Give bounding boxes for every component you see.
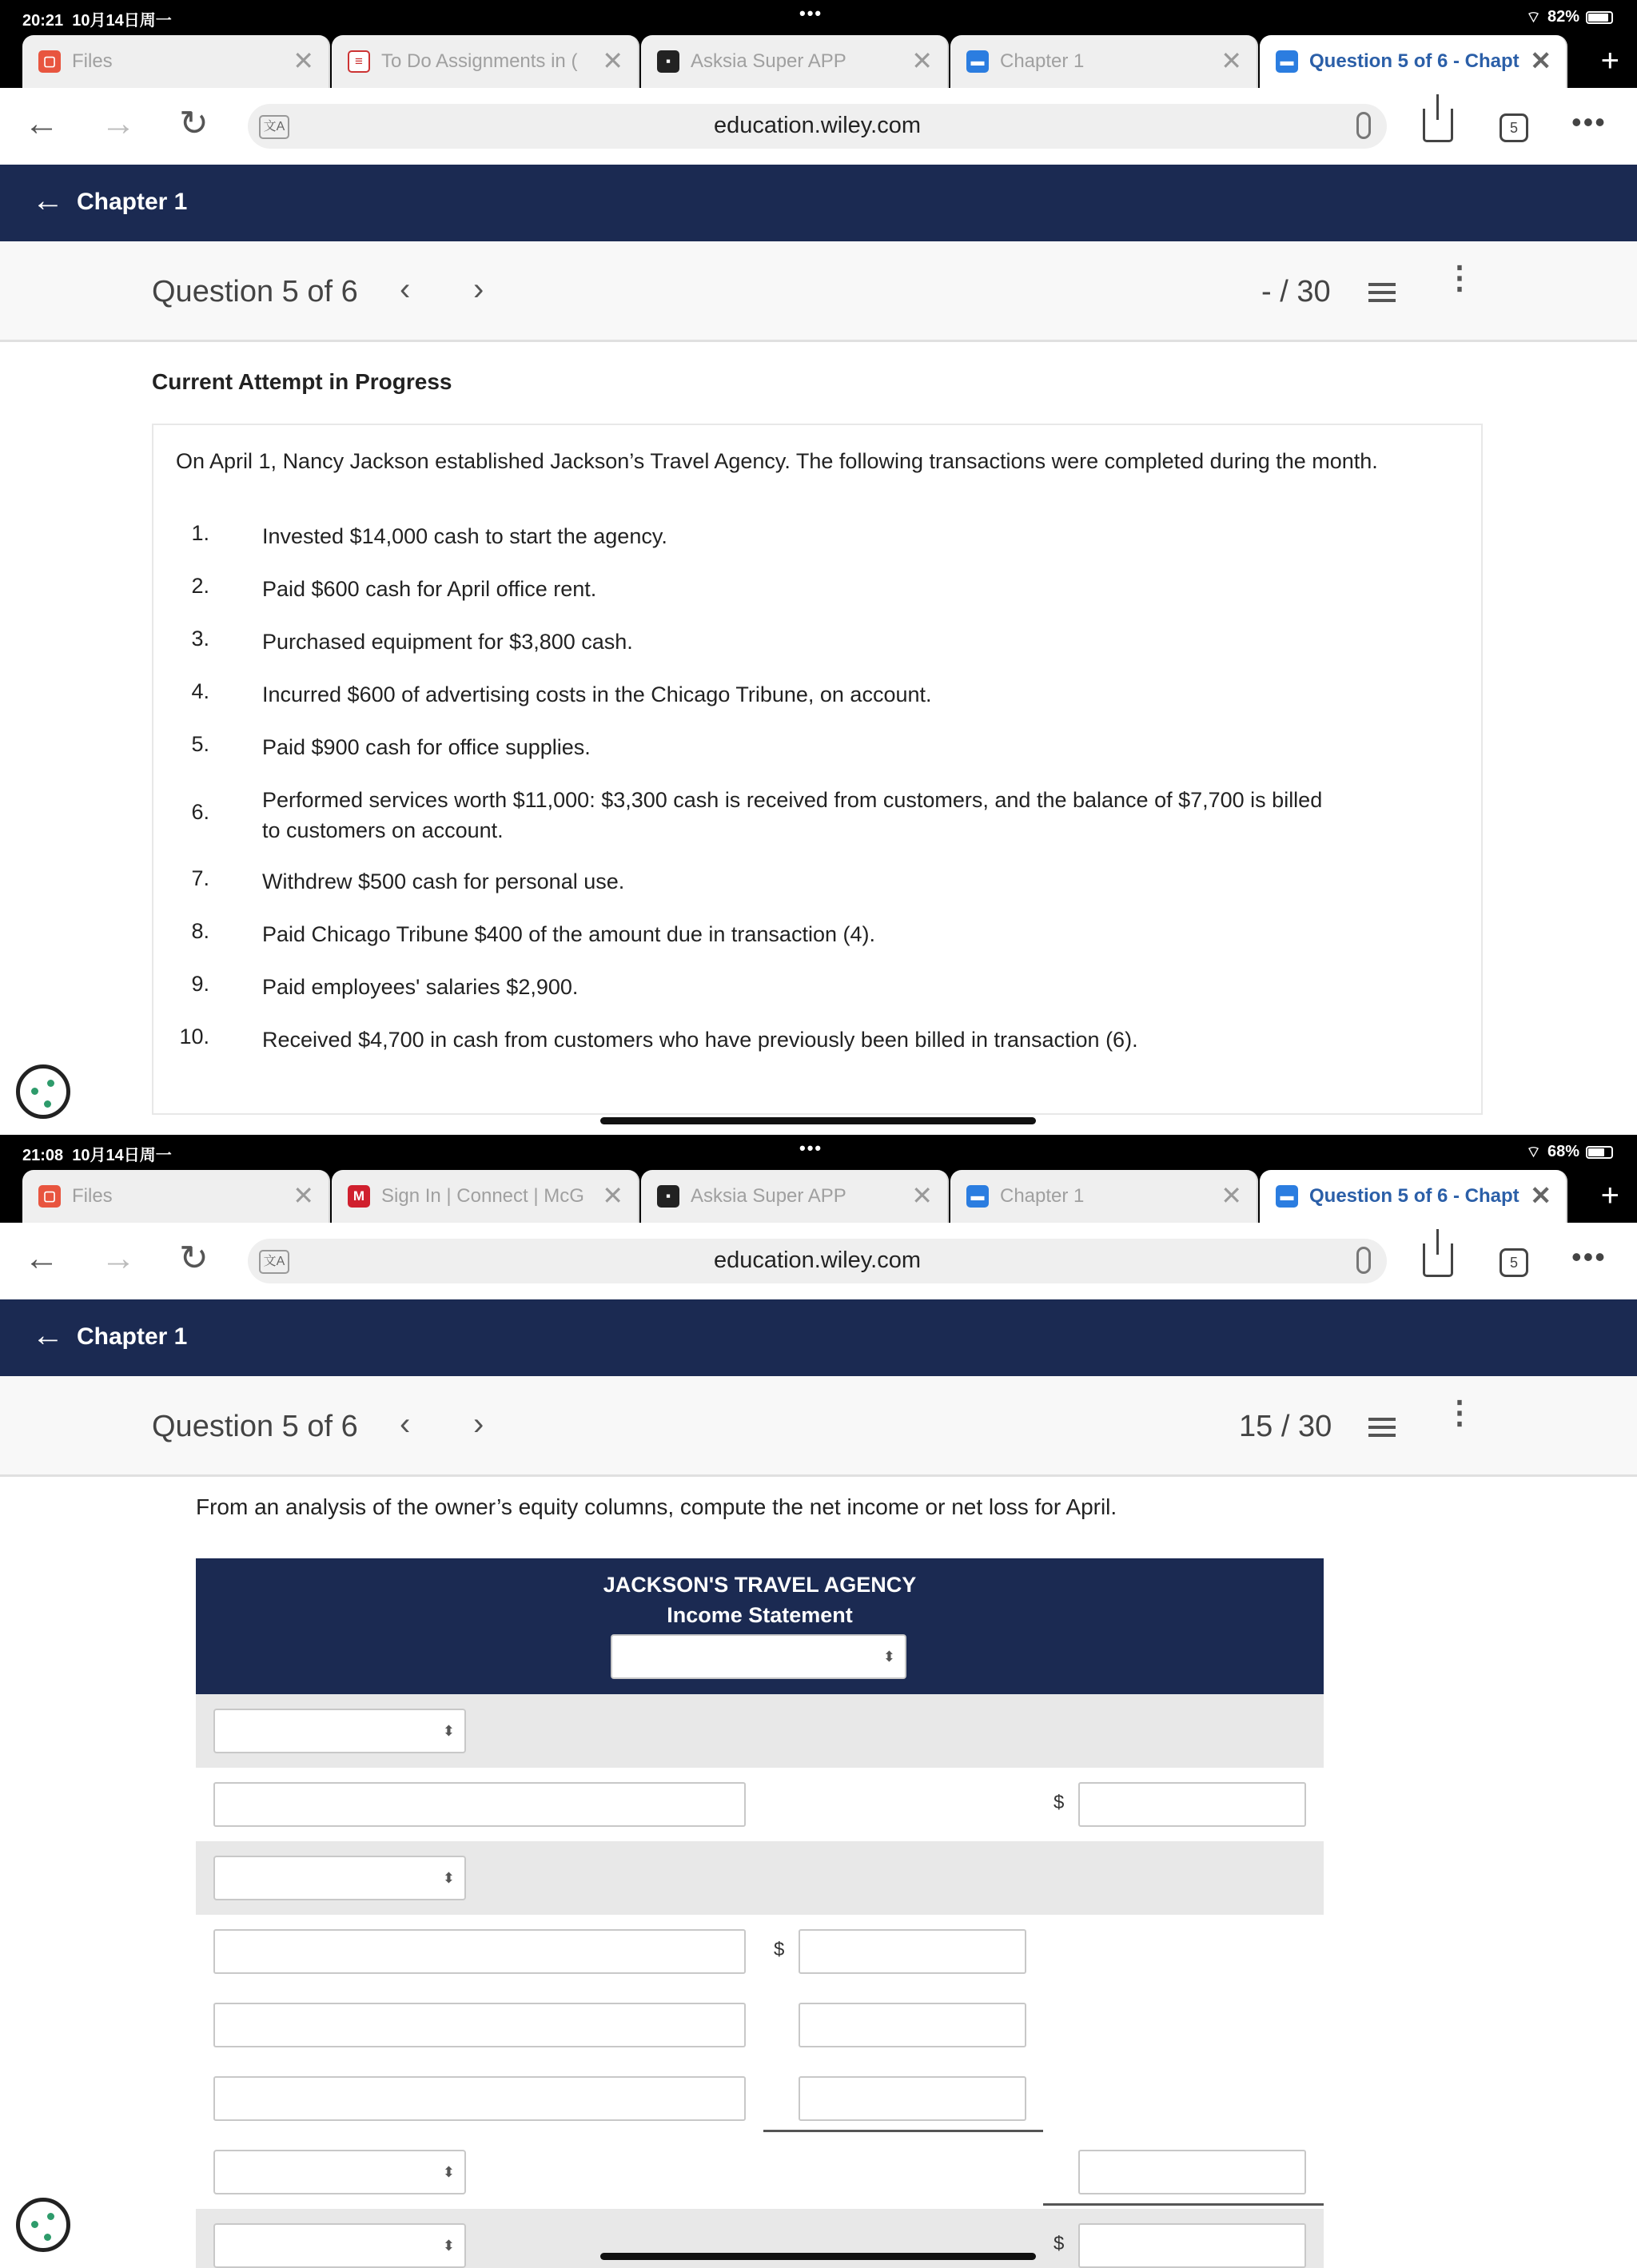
battery-percent: 82% — [1547, 8, 1579, 26]
tab-label: Asksia Super APP — [691, 50, 846, 72]
browser-tab-strip — [0, 1170, 1637, 1223]
statement-title: Income Statement — [667, 1603, 853, 1627]
expense-amount-input-1[interactable] — [799, 1929, 1026, 1974]
battery-level — [1588, 14, 1608, 22]
battery-icon — [1586, 11, 1613, 24]
select-caret-icon: ⬍ — [882, 1649, 895, 1665]
tab-label: Question 5 of 6 - Chapt — [1309, 1185, 1520, 1207]
tab-todo-assignments[interactable] — [332, 35, 639, 88]
tab-label: Chapter 1 — [1000, 1185, 1085, 1207]
wiley-icon: ▬ — [966, 1185, 989, 1208]
asksia-icon: ▪ — [657, 1185, 679, 1208]
screenshot-2 — [0, 1135, 1637, 2268]
back-arrow-icon[interactable]: ← — [24, 104, 59, 143]
tab-label: Files — [72, 1185, 113, 1207]
url-host: education.wiley.com — [714, 1247, 921, 1273]
expense-amount-input-3[interactable] — [799, 2076, 1026, 2121]
tab-asksia[interactable] — [641, 1170, 949, 1223]
previous-question-chevron-icon[interactable]: ‹ — [400, 272, 411, 307]
wiley-icon: ▬ — [966, 50, 989, 73]
forward-arrow-icon[interactable]: → — [101, 1239, 136, 1278]
back-to-chapter-link[interactable]: Chapter 1 — [77, 189, 188, 215]
period-select[interactable] — [611, 1634, 906, 1679]
tab-label: Question 5 of 6 - Chapt — [1309, 50, 1520, 72]
question-title: Question 5 of 6 — [152, 275, 358, 308]
close-tab-icon[interactable]: ✕ — [1221, 1181, 1242, 1210]
close-tab-icon[interactable]: ✕ — [1221, 46, 1242, 75]
address-bar[interactable] — [248, 1239, 1387, 1283]
asksia-icon: ▪ — [657, 50, 679, 73]
question-score: - / 30 — [1261, 275, 1331, 308]
back-to-chapter-arrow-icon[interactable]: ← — [32, 1318, 64, 1353]
vertical-more-icon[interactable]: ⋮ — [1444, 1395, 1476, 1430]
browser-toolbar — [0, 1223, 1637, 1299]
wiley-icon: ▬ — [1276, 1185, 1298, 1208]
battery-percent: 68% — [1547, 1143, 1579, 1160]
close-tab-icon[interactable]: ✕ — [911, 1181, 933, 1210]
select-caret-icon: ⬍ — [442, 2164, 455, 2180]
question-prompt: From an analysis of the owner’s equity columns, compute the net income or net loss for April. — [196, 1494, 1117, 1519]
status-date: 10月14日周一 — [72, 1147, 172, 1164]
files-icon: ▢ — [38, 50, 61, 73]
select-caret-icon: ⬍ — [442, 1870, 455, 1886]
share-icon[interactable] — [1423, 1243, 1453, 1277]
browser-toolbar — [0, 88, 1637, 165]
currency-symbol: $ — [1053, 2233, 1065, 2254]
select-caret-icon: ⬍ — [442, 1723, 455, 1739]
home-indicator — [600, 1117, 1036, 1124]
tab-chapter-1[interactable] — [950, 35, 1258, 88]
status-time: 20:21 — [22, 12, 64, 30]
files-icon: ▢ — [38, 1185, 61, 1208]
multitask-dots-icon[interactable]: ••• — [799, 1138, 823, 1158]
previous-question-chevron-icon[interactable]: ‹ — [400, 1407, 411, 1442]
home-indicator — [600, 2253, 1036, 2260]
status-bar — [0, 1135, 1637, 1170]
back-arrow-icon[interactable]: ← — [24, 1239, 59, 1278]
browser-tab-strip — [0, 35, 1637, 88]
select-caret-icon: ⬍ — [442, 2238, 455, 2254]
question-list-icon[interactable] — [1368, 283, 1396, 302]
close-tab-icon[interactable]: ✕ — [602, 46, 623, 75]
multitask-dots-icon[interactable]: ••• — [799, 3, 823, 23]
tab-question-5-active[interactable] — [1260, 35, 1567, 88]
tab-count-button[interactable]: 5 — [1500, 1248, 1528, 1277]
expenses-row — [196, 1841, 1324, 1915]
tab-label: Chapter 1 — [1000, 50, 1085, 72]
vertical-more-icon[interactable]: ⋮ — [1444, 261, 1476, 296]
net-income-input[interactable] — [1078, 2223, 1306, 2268]
wifi-icon: ⌔ — [1526, 1144, 1541, 1161]
question-title: Question 5 of 6 — [152, 1410, 358, 1443]
reload-icon[interactable]: ↻ — [179, 104, 209, 143]
expense-account-input-2[interactable] — [213, 2003, 746, 2047]
microphone-icon[interactable] — [1356, 1247, 1371, 1274]
translate-icon[interactable]: 文A — [259, 1250, 289, 1274]
tab-label: Files — [72, 50, 113, 72]
tab-label: To Do Assignments in ( — [381, 50, 578, 72]
attempt-status: Current Attempt in Progress — [152, 369, 452, 394]
battery-level — [1588, 1148, 1604, 1156]
cookie-settings-icon[interactable] — [16, 1064, 70, 1119]
tab-chapter-1[interactable] — [950, 1170, 1258, 1223]
microphone-icon[interactable] — [1356, 112, 1371, 139]
statement-header — [196, 1558, 1324, 1694]
wifi-icon: ⌔ — [1526, 9, 1541, 26]
close-tab-icon[interactable]: ✕ — [1530, 1181, 1551, 1210]
next-question-chevron-icon[interactable]: › — [473, 272, 484, 307]
more-menu-icon[interactable]: ••• — [1571, 105, 1607, 138]
total-rule — [1043, 2203, 1324, 2206]
expense-account-input-1[interactable] — [213, 1929, 746, 1974]
tab-count-button[interactable]: 5 — [1500, 113, 1528, 142]
expense-account-input-3[interactable] — [213, 2076, 746, 2121]
address-bar[interactable] — [248, 104, 1387, 149]
todo-icon: ≡ — [348, 50, 370, 73]
wiley-icon: ▬ — [1276, 50, 1298, 73]
question-header — [0, 1376, 1637, 1477]
close-tab-icon[interactable]: ✕ — [293, 1181, 314, 1210]
subtotal-rule — [763, 2130, 1043, 2132]
total-expenses-input[interactable] — [1078, 2150, 1306, 2194]
more-menu-icon[interactable]: ••• — [1571, 1240, 1607, 1273]
revenue-account-input[interactable] — [213, 1782, 746, 1827]
course-nav-bar — [0, 1299, 1637, 1376]
new-tab-plus-icon[interactable]: + — [1600, 43, 1619, 78]
tab-asksia[interactable] — [641, 35, 949, 88]
status-date: 10月14日周一 — [72, 12, 172, 30]
question-card: On April 1, Nancy Jackson established Jackson’s Travel Agency. The following transactions were completed during the month. 1. Invested $14,000 cash to start the agency. 2. Paid $600 cash for April office rent. 3. Purchased equipment for $3,800 cash. 4. Incurred $600 of advertising costs in the Chicago Tribune, on account. 5. Paid $900 cash for office supplies. 6. Performed services worth $11,000: $3,300 cash is received from customers, and the balance of $7,700 is billed to customers on account. 7. Withdrew $500 cash for personal use. 8. Paid Chicago Tribune $400 of the amount due in transaction (4). 9. Paid employees' salaries $2,900. 10. Received $4,700 in cash from customers who have previously been billed in transaction (6). — [152, 424, 1483, 1115]
currency-symbol: $ — [774, 1939, 785, 1960]
tab-label: Asksia Super APP — [691, 1185, 846, 1207]
section-select-expenses[interactable] — [213, 1856, 466, 1900]
net-income-select[interactable] — [213, 2223, 466, 2268]
reload-icon[interactable]: ↻ — [179, 1239, 209, 1278]
close-tab-icon[interactable]: ✕ — [293, 46, 314, 75]
section-select-revenues[interactable] — [213, 1709, 466, 1753]
back-to-chapter-arrow-icon[interactable]: ← — [32, 183, 64, 218]
tab-files[interactable] — [22, 35, 330, 88]
next-question-chevron-icon[interactable]: › — [473, 1407, 484, 1442]
new-tab-plus-icon[interactable]: + — [1600, 1178, 1619, 1213]
tab-question-5-active[interactable] — [1260, 1170, 1567, 1223]
tab-label: Sign In | Connect | McG — [381, 1185, 584, 1207]
status-time: 21:08 — [22, 1147, 64, 1164]
close-tab-icon[interactable]: ✕ — [602, 1181, 623, 1210]
expense-amount-input-2[interactable] — [799, 2003, 1026, 2047]
question-header — [0, 241, 1637, 342]
back-to-chapter-link[interactable]: Chapter 1 — [77, 1323, 188, 1350]
question-score: 15 / 30 — [1239, 1410, 1332, 1443]
total-expenses-select[interactable] — [213, 2150, 466, 2194]
close-tab-icon[interactable]: ✕ — [1530, 46, 1551, 75]
currency-symbol: $ — [1053, 1792, 1065, 1813]
cookie-settings-icon[interactable] — [16, 2198, 70, 2252]
battery-icon — [1586, 1146, 1613, 1159]
mcgraw-icon: M — [348, 1185, 370, 1208]
tab-mcgraw-connect[interactable] — [332, 1170, 639, 1223]
forward-arrow-icon[interactable]: → — [101, 104, 136, 143]
course-nav-bar — [0, 165, 1637, 241]
tab-files[interactable] — [22, 1170, 330, 1223]
close-tab-icon[interactable]: ✕ — [911, 46, 933, 75]
company-name: JACKSON'S TRAVEL AGENCY — [603, 1573, 917, 1597]
share-icon[interactable] — [1423, 109, 1453, 142]
revenues-row — [196, 1694, 1324, 1768]
income-statement-table — [196, 1558, 1324, 2268]
problem-intro: On April 1, Nancy Jackson established Jackson’s Travel Agency. The following transactions were completed during the month. — [176, 449, 1378, 473]
question-list-icon[interactable] — [1368, 1418, 1396, 1437]
translate-icon[interactable]: 文A — [259, 115, 289, 139]
revenue-amount-input[interactable] — [1078, 1782, 1306, 1827]
url-host: education.wiley.com — [714, 113, 921, 138]
status-bar — [0, 0, 1637, 35]
